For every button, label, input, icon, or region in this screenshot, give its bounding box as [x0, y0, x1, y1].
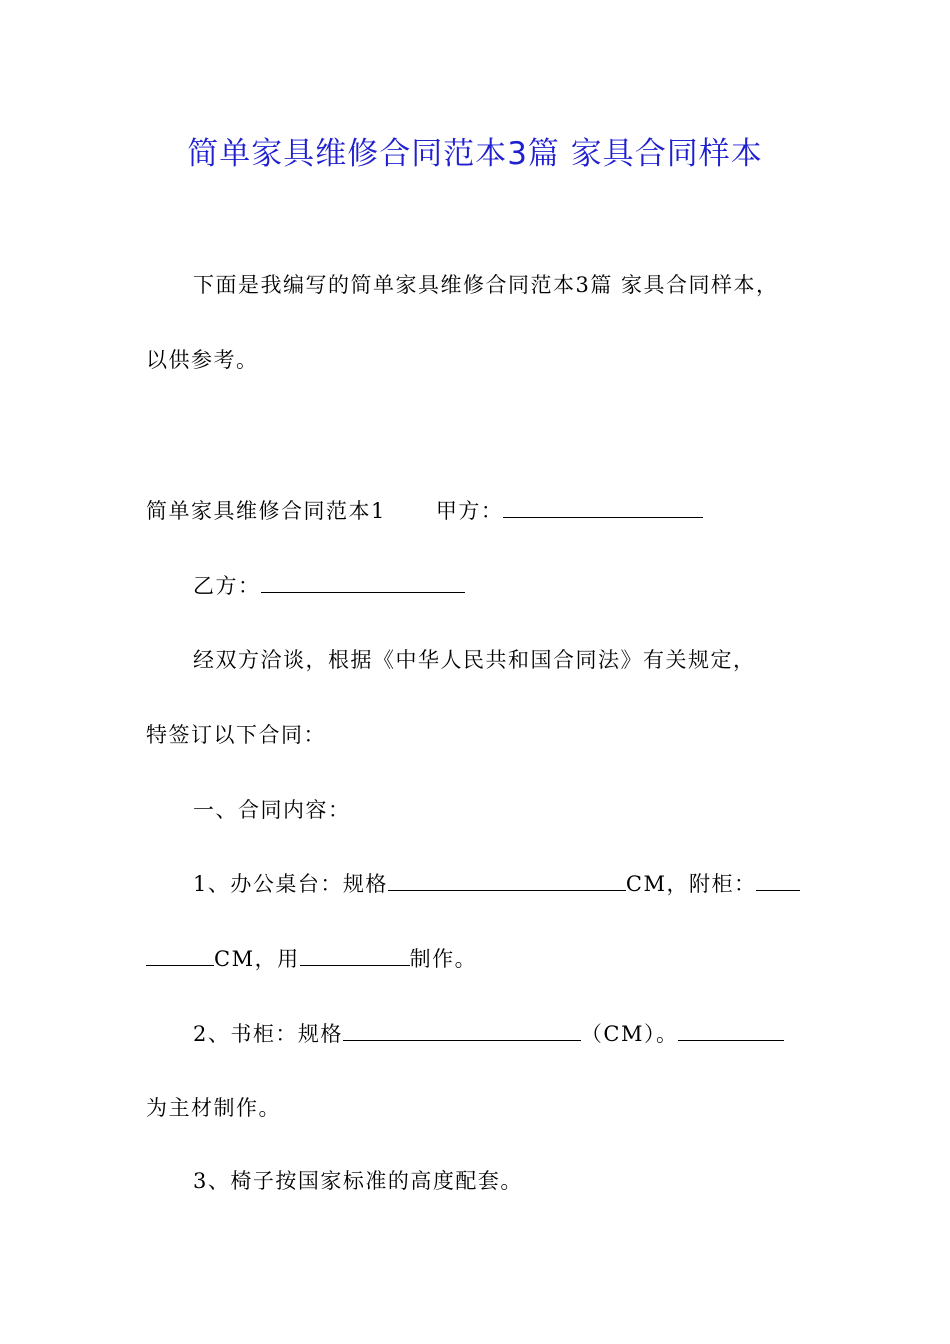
item3-line: 3、椅子按国家标准的高度配套。: [193, 1169, 523, 1193]
party-a-blank: [503, 495, 703, 518]
item2-spec-blank: [343, 1018, 581, 1041]
item1-cabinet-blank-start: [756, 868, 800, 891]
party-b-label: 乙方：: [193, 574, 261, 598]
item1-made-label: 制作。: [409, 947, 478, 971]
item1-cabinet-blank-end: [146, 943, 214, 966]
item2-spec-label: 2、书柜：规格: [193, 1022, 343, 1046]
negotiation-line-1: 经双方洽谈，根据《中华人民共和国合同法》有关规定，: [193, 648, 756, 672]
item1-desk-spec-label: 1、办公桌台：规格: [193, 872, 388, 896]
item1-line-1: [193, 868, 800, 899]
item1-desk-spec-blank: [388, 868, 626, 891]
item2-material-blank: [678, 1018, 784, 1041]
item1-line-2: [146, 943, 477, 974]
item2-unit-label: （CM）。: [580, 1022, 679, 1046]
intro-line-2: 以供参考。: [146, 348, 259, 372]
item2-line-1: [193, 1018, 784, 1049]
party-a-label: 甲方：: [435, 499, 504, 523]
item2-line-2: 为主材制作。: [146, 1096, 281, 1120]
document-title: 简单家具维修合同范本3篇 家具合同样本: [187, 136, 763, 172]
section-heading-line: [146, 495, 703, 526]
item1-material-label: CM，用: [214, 947, 300, 971]
item1-cabinet-label: CM，附柜：: [625, 872, 757, 896]
intro-line-1: 下面是我编写的简单家具维修合同范本3篇 家具合同样本，: [193, 273, 779, 297]
party-b-line: [193, 570, 465, 601]
negotiation-line-2: 特签订以下合同：: [146, 723, 326, 747]
clause1-heading: 一、合同内容：: [193, 798, 351, 822]
section1-heading: 简单家具维修合同范本1: [146, 499, 386, 523]
item1-material-blank: [300, 943, 410, 966]
party-b-blank: [261, 570, 465, 593]
